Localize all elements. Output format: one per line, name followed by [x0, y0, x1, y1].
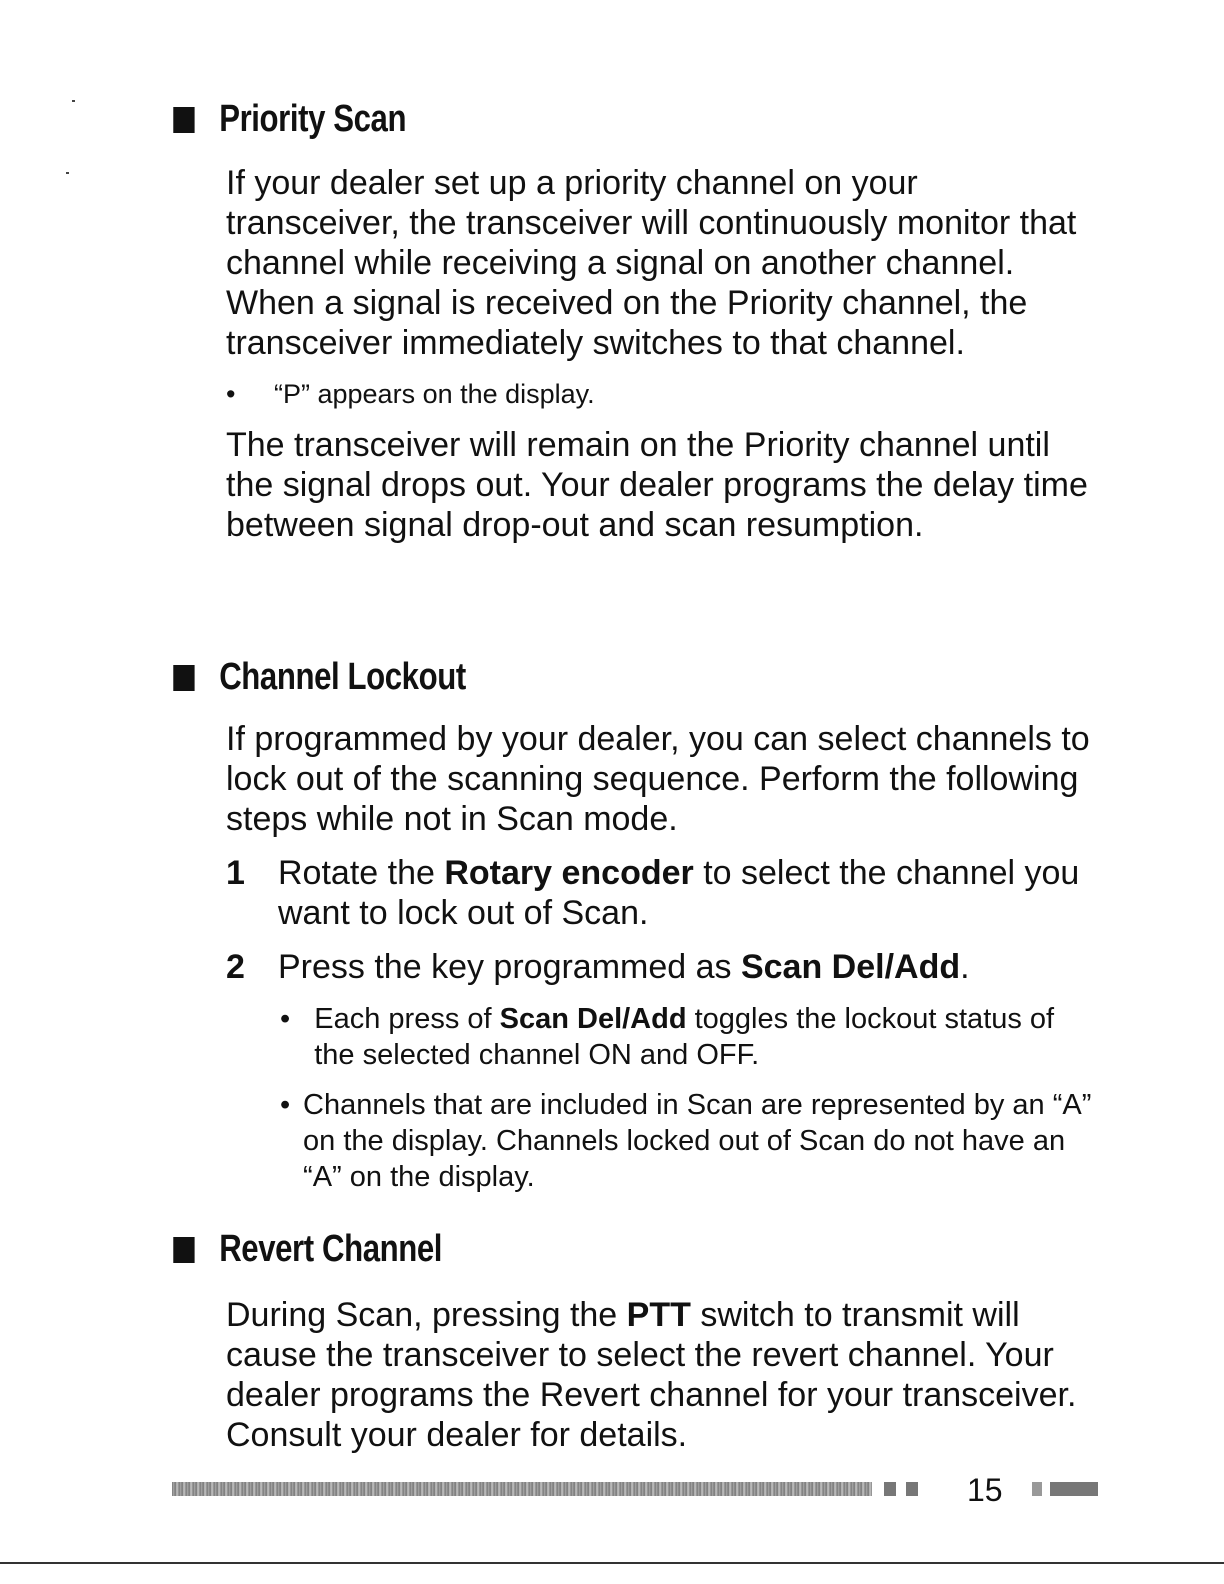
paragraph: During Scan, pressing the PTT switch to transmit will cause the transceiver to select the revert channel. Your dealer programs the Revert channel for your transceiver. Consult your dealer for details.: [226, 1296, 1077, 1454]
sub-bullet-item: [280, 1087, 1100, 1195]
scan-speck: [72, 100, 75, 102]
paragraph: The transceiver will remain on the Priority channel until the signal drops out. Your dealer programs the delay time between signal drop-out and scan resumption.: [226, 426, 1088, 544]
bullet-dot: •: [226, 379, 236, 409]
footer-decorative-square: [1032, 1482, 1042, 1496]
heading-text: Revert Channel: [219, 1228, 443, 1270]
bold-term: Rotary encoder: [444, 854, 694, 892]
section-heading: [170, 98, 933, 141]
footer-decorative-square: [906, 1482, 918, 1496]
step-number: 2: [226, 948, 245, 986]
step-text: Press the key programmed as Scan Del/Add.: [278, 948, 970, 986]
footer-decorative-bar: [1050, 1482, 1098, 1496]
step-item: [226, 947, 1100, 987]
step-text: Rotate the Rotary encoder to select the channel you want to lock out of Scan.: [278, 854, 1080, 932]
bullet-item: [226, 377, 1100, 411]
bottom-edge-line: [0, 1562, 1224, 1564]
bullet-dot: •: [280, 1003, 291, 1035]
heading-text: Priority Scan: [219, 98, 407, 140]
page-footer: [172, 1472, 1097, 1508]
footer-decorative-bar: [172, 1482, 872, 1496]
section-heading: [170, 656, 933, 699]
square-bullet-icon: [173, 665, 194, 691]
step-item: [226, 853, 1100, 933]
bullet-text: “P” appears on the display.: [274, 379, 595, 409]
bullet-text: Each press of Scan Del/Add toggles the lockout status of the selected channel ON and OFF.: [314, 1003, 1055, 1071]
bullet-text: Channels that are included in Scan are represented by an “A” on the display. Channels locked out of Scan do not have an “A” on the display.: [303, 1089, 1092, 1193]
step-number: 1: [226, 854, 245, 892]
bold-term: Scan Del/Add: [740, 948, 961, 986]
page-number: 15: [967, 1472, 1003, 1508]
paragraph: If programmed by your dealer, you can select channels to lock out of the scanning sequence. Perform the following steps while not in Scan mode.: [226, 720, 1090, 838]
bold-term: PTT: [626, 1296, 691, 1334]
paragraph: If your dealer set up a priority channel on your transceiver, the transceiver will continuously monitor that channel while receiving a signal on another channel. When a signal is received on the Priority channel, the transceiver immediately switches to that channel.: [226, 164, 1077, 362]
footer-decorative-square: [884, 1482, 896, 1496]
section-revert-channel: [170, 1228, 1100, 1455]
scan-speck: [66, 172, 69, 174]
heading-text: Channel Lockout: [219, 656, 466, 698]
section-channel-lockout: [170, 656, 1100, 1195]
bullet-dot: •: [280, 1089, 291, 1121]
bold-term: Scan Del/Add: [499, 1003, 687, 1035]
square-bullet-icon: [173, 1237, 194, 1263]
section-priority-scan: [170, 98, 1100, 545]
sub-bullet-item: [280, 1001, 1100, 1073]
square-bullet-icon: [173, 107, 194, 133]
section-heading: [170, 1228, 933, 1271]
